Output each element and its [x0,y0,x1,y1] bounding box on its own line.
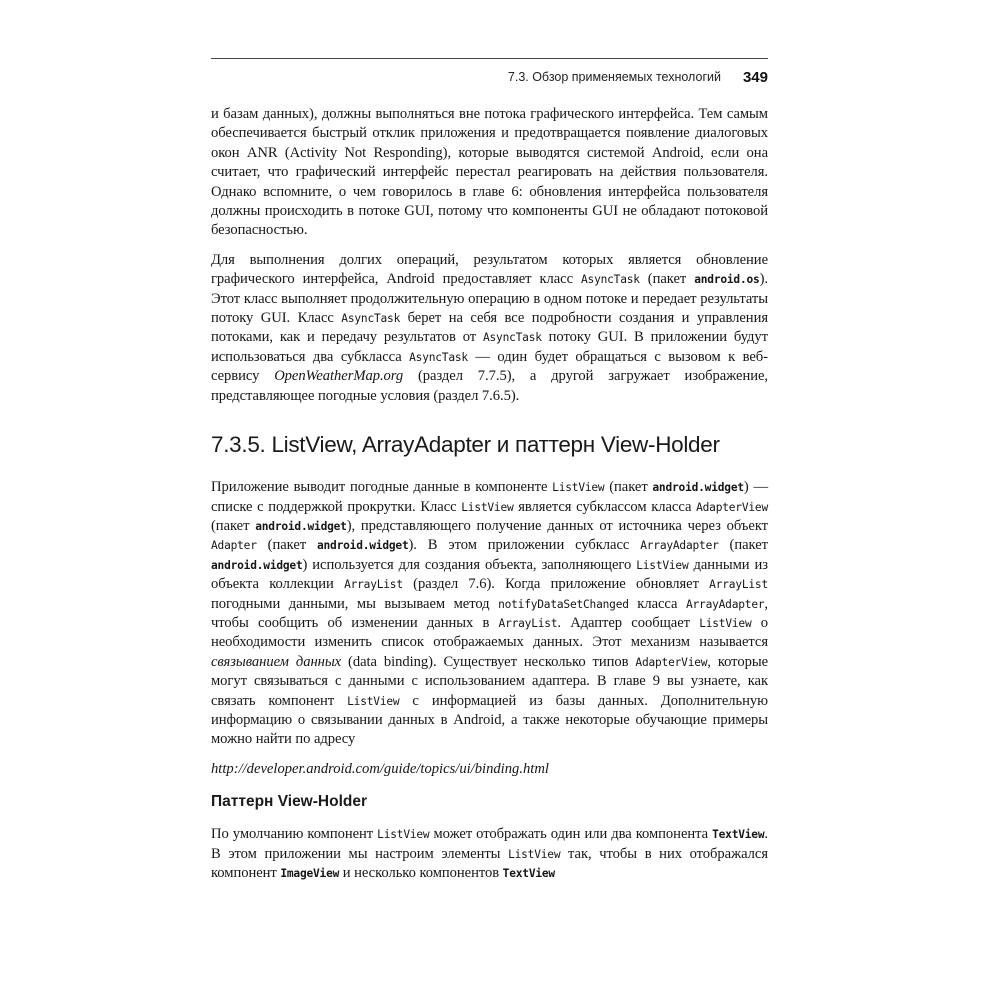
text-run: (пакет [256,537,317,554]
italic-term: связыванием данных [211,653,342,670]
text-run: (data binding). Существует несколько типов [341,653,636,670]
paragraph-asynctask [211,251,768,406]
section-heading: 7.3.5. ListView, ArrayAdapter и паттерн View-Holder [211,432,720,458]
text-run: По умолчанию компонент [211,826,378,843]
code-term: TextView [502,867,555,880]
page-number: 349 [742,68,768,86]
code-term: ListView [699,616,752,630]
text-run: , чтобы сообщить об изменении данных в [211,595,769,631]
code-term: android.widget [316,539,409,553]
code-term: AsyncTask [341,312,401,326]
text-run: ). В этом приложении субкласс [408,537,641,554]
code-term: ListView [508,847,561,861]
text-run: Для выполнения долгих операций, результатом которых является обновление графического интерфейса, Android предоставляет класс [211,251,768,288]
text-run: (пакет [718,537,768,554]
code-term: ArrayAdapter [640,539,719,553]
code-term: notifyDataSetChanged [498,597,629,611]
text-run: погодными данными, мы вызываем метод [211,595,499,612]
code-term: AdapterView [696,500,768,514]
text-run: — один будет обращаться с вызовом к веб-сервису [211,348,768,385]
code-term: AsyncTask [409,350,468,364]
text-run: потоку GUI. В приложении будут использоваться два субкласса [211,329,768,365]
code-term: ListView [377,828,430,842]
code-term: AsyncTask [482,331,542,345]
code-term: TextView [712,828,765,842]
code-term: ImageView [280,867,340,880]
paragraph-listview [211,478,768,750]
code-term: AdapterView [635,655,708,669]
italic-term: OpenWeatherMap.org [274,368,404,385]
code-term: android.widget [255,519,347,533]
text-run: ). Этот класс выполняет продолжительную операцию в одном потоке и передает результаты потоку GUI. Класс [211,271,768,327]
running-header [211,58,768,93]
code-term: android.widget [652,481,744,495]
text-run: (пакет [211,517,256,534]
text-run: берет на себя все подробности создания и управления потоками, как и передачу результатов от [211,310,768,346]
code-term: AsyncTask [581,273,640,287]
text-run: и базам данных), должны выполняться вне потока графического интерфейса. Тем самым обеспечивается быстрый отклик приложения и предотвращается появление диалоговых окон ANR (Activity Not Responding), которые выводятся системой Android, если она считает, что графический интерфейс перестал реагировать на действия пользователя. Однако вспомните, о чем говорилось в главе 6: обновления интерфейса пользователя должны происходить в потоке GUI, потому что компоненты GUI не обладают потоковой безопасностью. [211,106,768,239]
text-run: данными из объекта коллекции [211,556,768,593]
code-term: ArrayAdapter [685,597,765,611]
body-text [211,105,768,883]
code-term: ListView [636,558,689,572]
text-run: о необходимости изменить список отображаемых данных. Этот механизм называется [211,614,768,651]
subsection-heading: Паттерн View-Holder [211,793,367,811]
text-run: , которые могут связываться с данными с использованием адаптера. В главе 9 вы узнаете, как связать компонент [211,653,768,709]
code-term: android.os [694,273,760,287]
text-run: (пакет [639,271,695,288]
code-term: ArrayList [498,616,558,630]
text-run: класса [628,595,686,612]
running-title: 7.3. Обзор применяемых технологий [507,70,721,84]
code-term: ListView [347,694,400,708]
code-term: ArrayList [709,578,768,592]
text-run: ), представляющего получение данных от источника через объект [346,517,768,534]
text-run: ) — списке с поддержкой прокрутки. Класс [211,479,768,515]
text-run: может отображать один или два компонента [429,826,713,843]
code-term: ArrayList [344,578,403,592]
code-term: android.widget [211,558,303,572]
text-run: (пакет [604,479,653,496]
paragraph-view-holder [211,825,768,883]
text-run: является субклассом класса [513,498,697,515]
text-run: . В этом приложении мы настроим элементы [211,826,768,862]
reference-url: http://developer.android.com/guide/topics/ui/binding.html [211,760,549,777]
paragraph-ui-thread [211,105,768,241]
text-run: так, чтобы в них отображался компонент [211,845,768,881]
text-run: (раздел 7.6). Когда приложение обновляет [402,576,710,593]
text-run: и несколько компонентов [339,865,503,881]
text-run: Приложение выводит погодные данные в компоненте [211,479,553,496]
code-term: Adapter [211,539,257,553]
book-page [211,58,768,893]
text-run: ) используется для создания объекта, заполняющего [302,556,637,573]
text-run: с информацией из базы данных. Дополнительную информацию о связывании данных в Android, а также некоторые обучающие примеры можно найти по адресу [211,692,769,748]
code-term: ListView [461,500,514,514]
text-run: . Адаптер сообщает [557,614,700,631]
code-term: ListView [552,481,605,495]
text-run: (раздел 7.7.5), а другой загружает изображение, представляющее погодные условия (раздел 7.6.5). [211,368,768,404]
